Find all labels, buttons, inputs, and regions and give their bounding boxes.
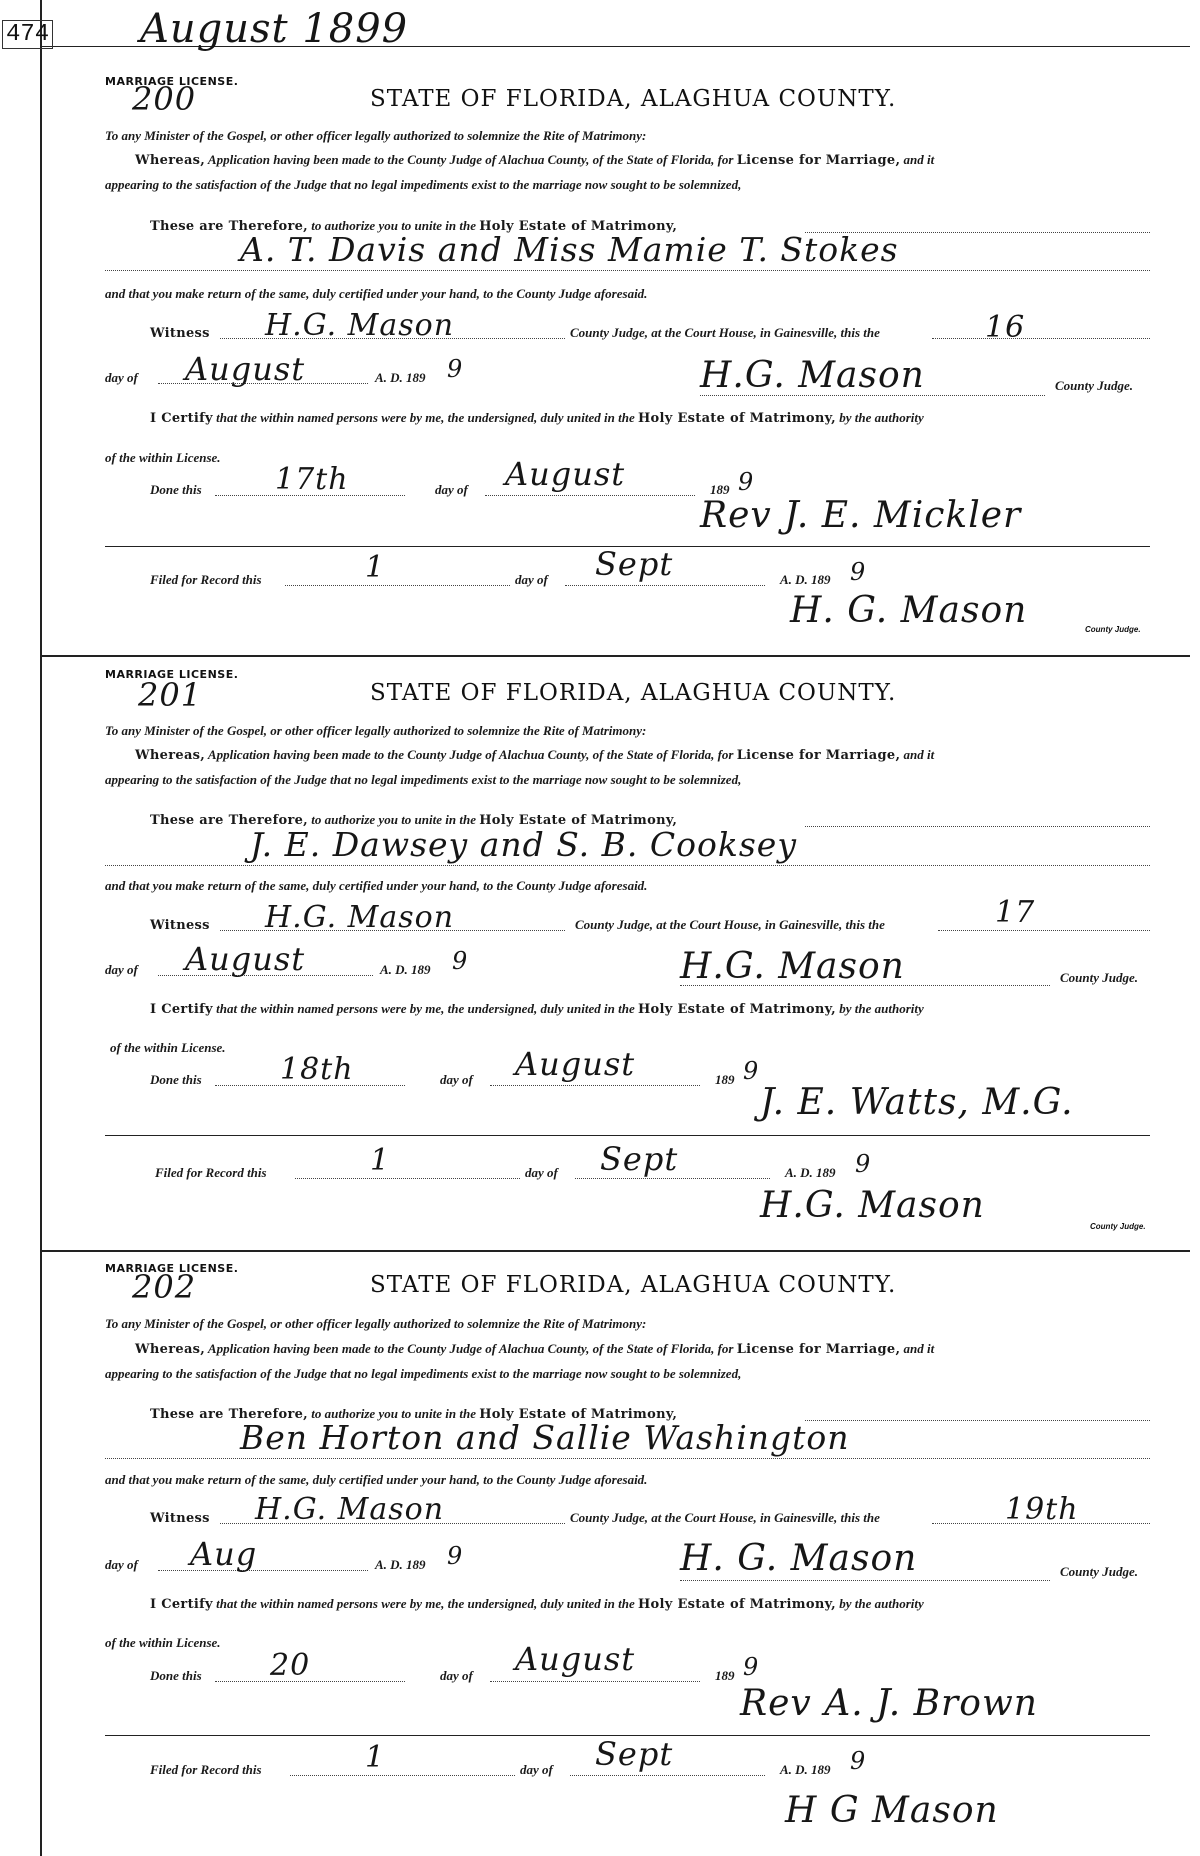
judge-signature: H.G. Mason: [680, 946, 905, 987]
filed-month-dotted-line: [565, 585, 765, 586]
filed-judge-signature: H.G. Mason: [760, 1185, 985, 1226]
and-it-text: and it: [903, 152, 935, 167]
issue-day: 19th: [1005, 1492, 1079, 1527]
couple-names: J. E. Dawsey and S. B. Cooksey: [250, 825, 797, 864]
authorize-text: to authorize you to unite in the: [311, 218, 476, 233]
county-judge-label: County Judge.: [1060, 970, 1139, 985]
names-dotted-line: [105, 1458, 1150, 1459]
issue-day-dotted-line: [938, 930, 1150, 931]
officiant-signature: Rev J. E. Mickler: [700, 495, 1022, 536]
names-dotted-line: [105, 270, 1150, 271]
day-of-label: day of: [435, 482, 468, 497]
whereas-word: Whereas,: [135, 153, 206, 168]
county-judge-small-label: County Judge.: [1085, 625, 1141, 634]
ad-label: A. D. 189: [785, 1165, 836, 1180]
address-line: To any Minister of the Gospel, or other officer legally authorized to solemnize the Rite of Matrimony:: [105, 723, 647, 738]
holy-estate-text: Holy Estate of Matrimony,: [479, 219, 678, 234]
and-it-text: and it: [903, 747, 935, 762]
appearing-line: appearing to the satisfaction of the Judge that no legal impediments exist to the marriage now sought to be solemnized,: [105, 1366, 742, 1381]
entry-separator: [42, 1250, 1190, 1252]
license-phrase: License for Marriage,: [736, 1342, 901, 1357]
judge-text: County Judge, at the Court House, in Gainesville, this the: [570, 1510, 880, 1525]
filed-label: Filed for Record this: [150, 1762, 262, 1777]
return-line: and that you make return of the same, duly certified under your hand, to the County Judge aforesaid.: [105, 878, 648, 893]
officiant-signature: J. E. Watts, M.G.: [760, 1082, 1074, 1123]
county-judge-small-label: County Judge.: [1090, 1222, 1146, 1231]
of-license-line: of the within License.: [105, 450, 221, 465]
these-dotted-line: [805, 826, 1150, 827]
filed-year-digit: 9: [855, 1150, 872, 1178]
filed-label: Filed for Record this: [150, 572, 262, 587]
filed-year-digit: 9: [850, 558, 867, 586]
names-dotted-line: [105, 865, 1150, 866]
done-year-digit: 9: [738, 468, 755, 496]
certify-word: I Certify: [150, 1002, 213, 1017]
witness-word: Witness: [150, 326, 210, 341]
license-phrase: License for Marriage,: [736, 153, 901, 168]
ad-label: A. D. 189: [380, 962, 431, 977]
these-word: These are Therefore,: [150, 813, 309, 828]
witness-word: Witness: [150, 918, 210, 933]
address-line: To any Minister of the Gospel, or other officer legally authorized to solemnize the Rite of Matrimony:: [105, 1316, 647, 1331]
of-license-line: of the within License.: [105, 1635, 221, 1650]
issue-day: 17: [995, 895, 1036, 930]
certify-text: that the within named persons were by me, the undersigned, duly united in the: [216, 410, 635, 425]
filed-day-dotted-line: [290, 1775, 515, 1776]
judge-text: County Judge, at the Court House, in Gainesville, this the: [570, 325, 880, 340]
whereas-word: Whereas,: [135, 748, 206, 763]
done-month: August: [505, 455, 626, 493]
filed-day-dotted-line: [285, 585, 510, 586]
whereas-text: Application having been made to the County Judge of Alachua County, of the State of Florida, for: [207, 1341, 734, 1356]
witness-judge-name: H.G. Mason: [265, 900, 455, 935]
authorize-text: to authorize you to unite in the: [311, 1406, 476, 1421]
license-label: MARRIAGE LICENSE.: [105, 75, 239, 88]
issue-month: August: [185, 940, 306, 978]
holy-estate-text: Holy Estate of Matrimony,: [479, 813, 678, 828]
done-this-label: Done this: [150, 482, 202, 497]
whereas-text: Application having been made to the County Judge of Alachua County, of the State of Florida, for: [207, 152, 734, 167]
filed-judge-signature: H G Mason: [785, 1790, 999, 1831]
license-label: MARRIAGE LICENSE.: [105, 1262, 239, 1275]
filed-month-dotted-line: [575, 1178, 770, 1179]
judge-signature: H.G. Mason: [700, 355, 925, 396]
day-of-label: day of: [440, 1072, 473, 1087]
done-year-digit: 9: [743, 1653, 760, 1681]
done-this-label: Done this: [150, 1072, 202, 1087]
return-line: and that you make return of the same, duly certified under your hand, to the County Judge aforesaid.: [105, 286, 648, 301]
judge-signature-dotted-line: [700, 395, 1045, 396]
license-label: MARRIAGE LICENSE.: [105, 668, 239, 681]
of-license-line: of the within License.: [110, 1040, 226, 1055]
issue-year-digit: 9: [447, 1542, 464, 1570]
by-authority-text: by the authority: [839, 1596, 924, 1611]
license-title: STATE OF FLORIDA, ALAGHUA COUNTY.: [370, 680, 897, 706]
filed-judge-signature: H. G. Mason: [790, 590, 1028, 631]
certify-line: [150, 410, 924, 426]
done-day: 17th: [275, 462, 349, 497]
day-of-label: day of: [515, 572, 548, 587]
day-of-label: day of: [105, 370, 138, 385]
done-month: August: [515, 1640, 636, 1678]
whereas-word: Whereas,: [135, 1342, 206, 1357]
ad-label: A. D. 189: [780, 1762, 831, 1777]
filed-month: Sept: [595, 545, 674, 583]
holy-estate-text: Holy Estate of Matrimony,: [479, 1407, 678, 1422]
these-word: These are Therefore,: [150, 1407, 309, 1422]
done-day: 18th: [280, 1052, 354, 1087]
filed-label: Filed for Record this: [155, 1165, 267, 1180]
license-number: 201: [138, 676, 203, 714]
done-month-dotted-line: [490, 1681, 700, 1682]
certify-text: that the within named persons were by me, the undersigned, duly united in the: [216, 1596, 635, 1611]
left-margin-rule: [40, 0, 42, 1856]
month-year-header: August 1899: [140, 6, 409, 52]
entry-separator: [42, 655, 1190, 657]
by-authority-text: by the authority: [839, 410, 924, 425]
ad-label: A. D. 189: [375, 370, 426, 385]
license-number: 200: [132, 80, 197, 118]
judge-signature: H. G. Mason: [680, 1538, 918, 1579]
these-dotted-line: [805, 1420, 1150, 1421]
filed-day: 1: [365, 1740, 386, 1775]
section-divider: [105, 1135, 1150, 1136]
ad-label: A. D. 189: [780, 572, 831, 587]
whereas-line: [135, 152, 934, 168]
day-of-label: day of: [105, 962, 138, 977]
license-phrase: License for Marriage,: [736, 748, 901, 763]
issue-year-digit: 9: [452, 947, 469, 975]
judge-text: County Judge, at the Court House, in Gainesville, this the: [575, 917, 885, 932]
and-it-text: and it: [903, 1341, 935, 1356]
day-of-label: day of: [525, 1165, 558, 1180]
year-prefix: 189: [715, 1072, 735, 1087]
witness-judge-name: H.G. Mason: [265, 308, 455, 343]
witness-judge-name: H.G. Mason: [255, 1492, 445, 1527]
done-this-label: Done this: [150, 1668, 202, 1683]
these-word: These are Therefore,: [150, 219, 309, 234]
license-title: STATE OF FLORIDA, ALAGHUA COUNTY.: [370, 1272, 897, 1298]
whereas-line: [135, 1341, 934, 1357]
filed-day: 1: [365, 550, 386, 585]
filed-month: Sept: [595, 1735, 674, 1773]
holy-estate-text: Holy Estate of Matrimony,: [637, 1597, 837, 1612]
witness-word: Witness: [150, 1511, 210, 1526]
license-title: STATE OF FLORIDA, ALAGHUA COUNTY.: [370, 86, 897, 112]
year-prefix: 189: [710, 482, 730, 497]
issue-day: 16: [985, 310, 1026, 345]
issue-month: Aug: [190, 1535, 258, 1573]
certify-word: I Certify: [150, 411, 213, 426]
license-number: 202: [132, 1268, 197, 1306]
county-judge-label: County Judge.: [1060, 1564, 1139, 1579]
filed-day: 1: [370, 1143, 391, 1178]
done-day: 20: [270, 1648, 311, 1683]
done-year-digit: 9: [743, 1057, 760, 1085]
filed-year-digit: 9: [850, 1747, 867, 1775]
done-month: August: [515, 1045, 636, 1083]
done-month-dotted-line: [490, 1085, 700, 1086]
ad-label: A. D. 189: [375, 1557, 426, 1572]
couple-names: A. T. Davis and Miss Mamie T. Stokes: [240, 230, 899, 269]
county-judge-label: County Judge.: [1055, 378, 1134, 393]
issue-month: August: [185, 350, 306, 388]
whereas-text: Application having been made to the County Judge of Alachua County, of the State of Florida, for: [207, 747, 734, 762]
officiant-signature: Rev A. J. Brown: [740, 1683, 1038, 1724]
holy-estate-text: Holy Estate of Matrimony,: [637, 1002, 837, 1017]
judge-signature-dotted-line: [680, 985, 1050, 986]
certify-word: I Certify: [150, 1597, 213, 1612]
day-of-label: day of: [440, 1668, 473, 1683]
issue-day-dotted-line: [932, 338, 1150, 339]
day-of-label: day of: [520, 1762, 553, 1777]
page-number: 474: [2, 20, 53, 49]
appearing-line: appearing to the satisfaction of the Judge that no legal impediments exist to the marriage now sought to be solemnized,: [105, 177, 742, 192]
by-authority-text: by the authority: [839, 1001, 924, 1016]
judge-signature-dotted-line: [680, 1580, 1050, 1581]
filed-month-dotted-line: [570, 1775, 765, 1776]
address-line: To any Minister of the Gospel, or other officer legally authorized to solemnize the Rite of Matrimony:: [105, 128, 647, 143]
certify-line: [150, 1001, 924, 1017]
couple-names: Ben Horton and Sallie Washington: [240, 1418, 850, 1457]
day-of-label: day of: [105, 1557, 138, 1572]
authorize-text: to authorize you to unite in the: [311, 812, 476, 827]
holy-estate-text: Holy Estate of Matrimony,: [637, 411, 837, 426]
year-prefix: 189: [715, 1668, 735, 1683]
appearing-line: appearing to the satisfaction of the Judge that no legal impediments exist to the marriage now sought to be solemnized,: [105, 772, 742, 787]
done-month-dotted-line: [485, 495, 695, 496]
return-line: and that you make return of the same, duly certified under your hand, to the County Judge aforesaid.: [105, 1472, 648, 1487]
certify-line: [150, 1596, 924, 1612]
issue-year-digit: 9: [447, 355, 464, 383]
whereas-line: [135, 747, 934, 763]
filed-day-dotted-line: [295, 1178, 520, 1179]
certify-text: that the within named persons were by me, the undersigned, duly united in the: [216, 1001, 635, 1016]
filed-month: Sept: [600, 1140, 679, 1178]
